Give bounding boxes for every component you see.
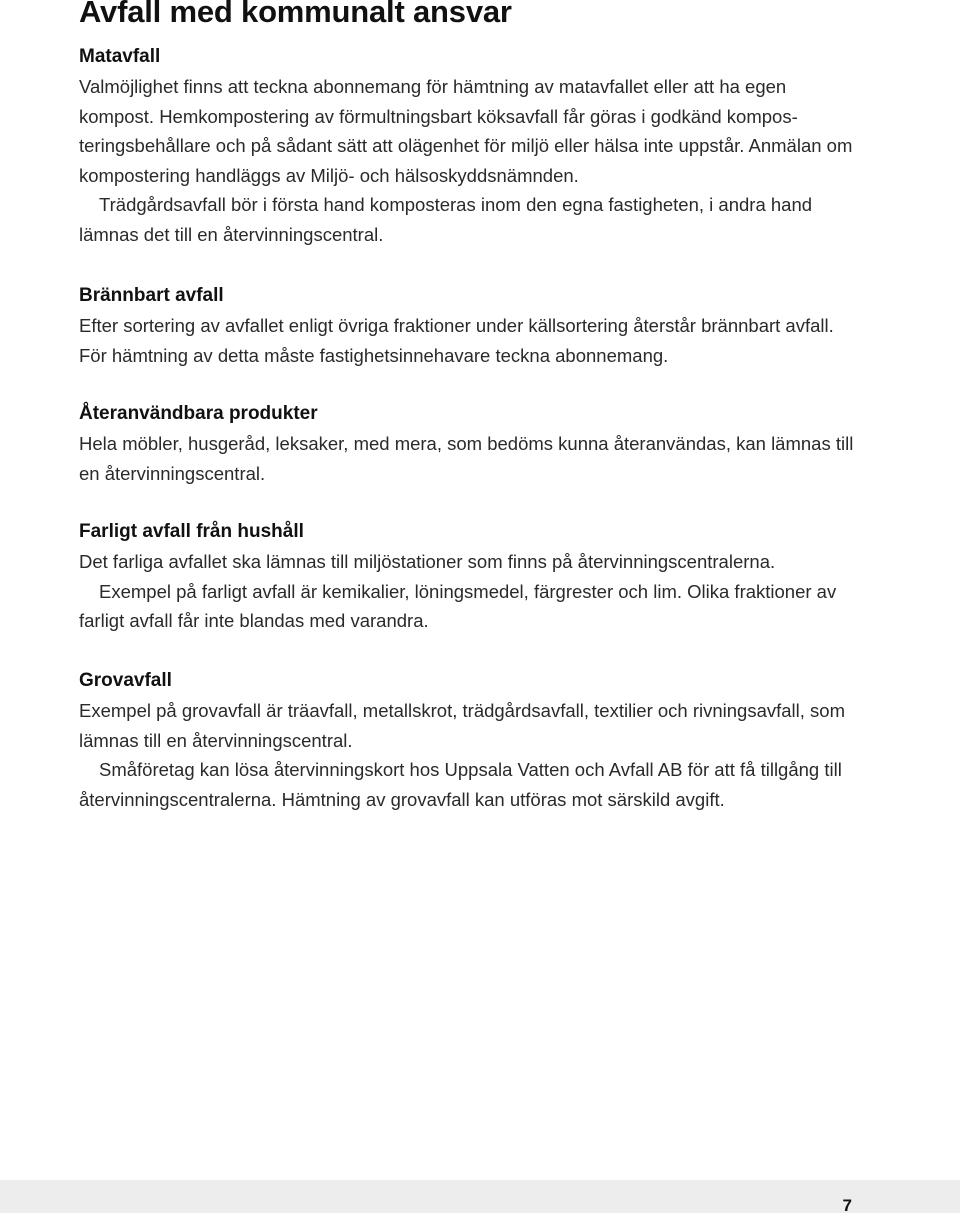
- section-paragraph: Småföretag kan lösa återvinningskort hos Uppsala Vatten och Avfall AB för att få tillgång till återvinningscentralerna. Hämtning av grovavfall kan utföras mot särskild avgift.: [79, 759, 842, 810]
- section-paragraph: Trädgårdsavfall bör i första hand komposteras inom den egna fastigheten, i andra hand lämnas det till en återvinningscentral.: [79, 194, 813, 245]
- section-brannbart-avfall: [79, 281, 855, 370]
- section-heading: Grovavfall: [79, 670, 172, 691]
- section-heading: Matavfall: [79, 46, 161, 67]
- section-paragraph: Efter sortering av avfallet enligt övriga fraktioner under källsortering återstår brännbart avfall. För hämtning av detta måste fastighetsinnehavare teckna abonnemang.: [79, 315, 834, 366]
- section-heading: Farligt avfall från hushåll: [79, 521, 304, 542]
- section-paragraph: Det farliga avfallet ska lämnas till miljöstationer som finns på återvinningscentralerna.: [79, 551, 776, 572]
- section-paragraph: Exempel på farligt avfall är kemikalier, löningsmedel, färgrester och lim. Olika fraktioner av farligt avfall får inte blandas med varandra.: [79, 580, 837, 631]
- section-grovavfall: [79, 666, 855, 814]
- footer-band: [0, 1180, 960, 1213]
- section-heading: Återanvändbara produkter: [79, 403, 318, 424]
- page-title: Avfall med kommunalt ansvar: [79, 0, 512, 29]
- page-number: 7: [842, 1196, 852, 1215]
- section-paragraph: Valmöjlighet finns att teckna abonnemang för hämtning av matavfallet eller att ha egen kompost. Hemkompostering av förmultningsbart köksavfall får göras i godkänd komposteringsbehållare och på sådant sätt att olägenhet för miljö eller hälsa inte uppstår. Anmälan om kompostering handläggs av Miljö- och hälsoskyddsnämnden.: [79, 76, 853, 186]
- section-matavfall: [79, 42, 855, 249]
- section-farligt-avfall: [79, 517, 855, 636]
- section-ateranvandbara-produkter: [79, 399, 855, 488]
- section-heading: Brännbart avfall: [79, 285, 224, 306]
- section-paragraph: Hela möbler, husgeråd, leksaker, med mera, som bedöms kunna återanvändas, kan lämnas till en återvinningscentral.: [79, 433, 854, 484]
- section-paragraph: Exempel på grovavfall är träavfall, metallskrot, trädgårdsavfall, textilier och rivningsavfall, som lämnas till en återvinningscentral.: [79, 700, 846, 751]
